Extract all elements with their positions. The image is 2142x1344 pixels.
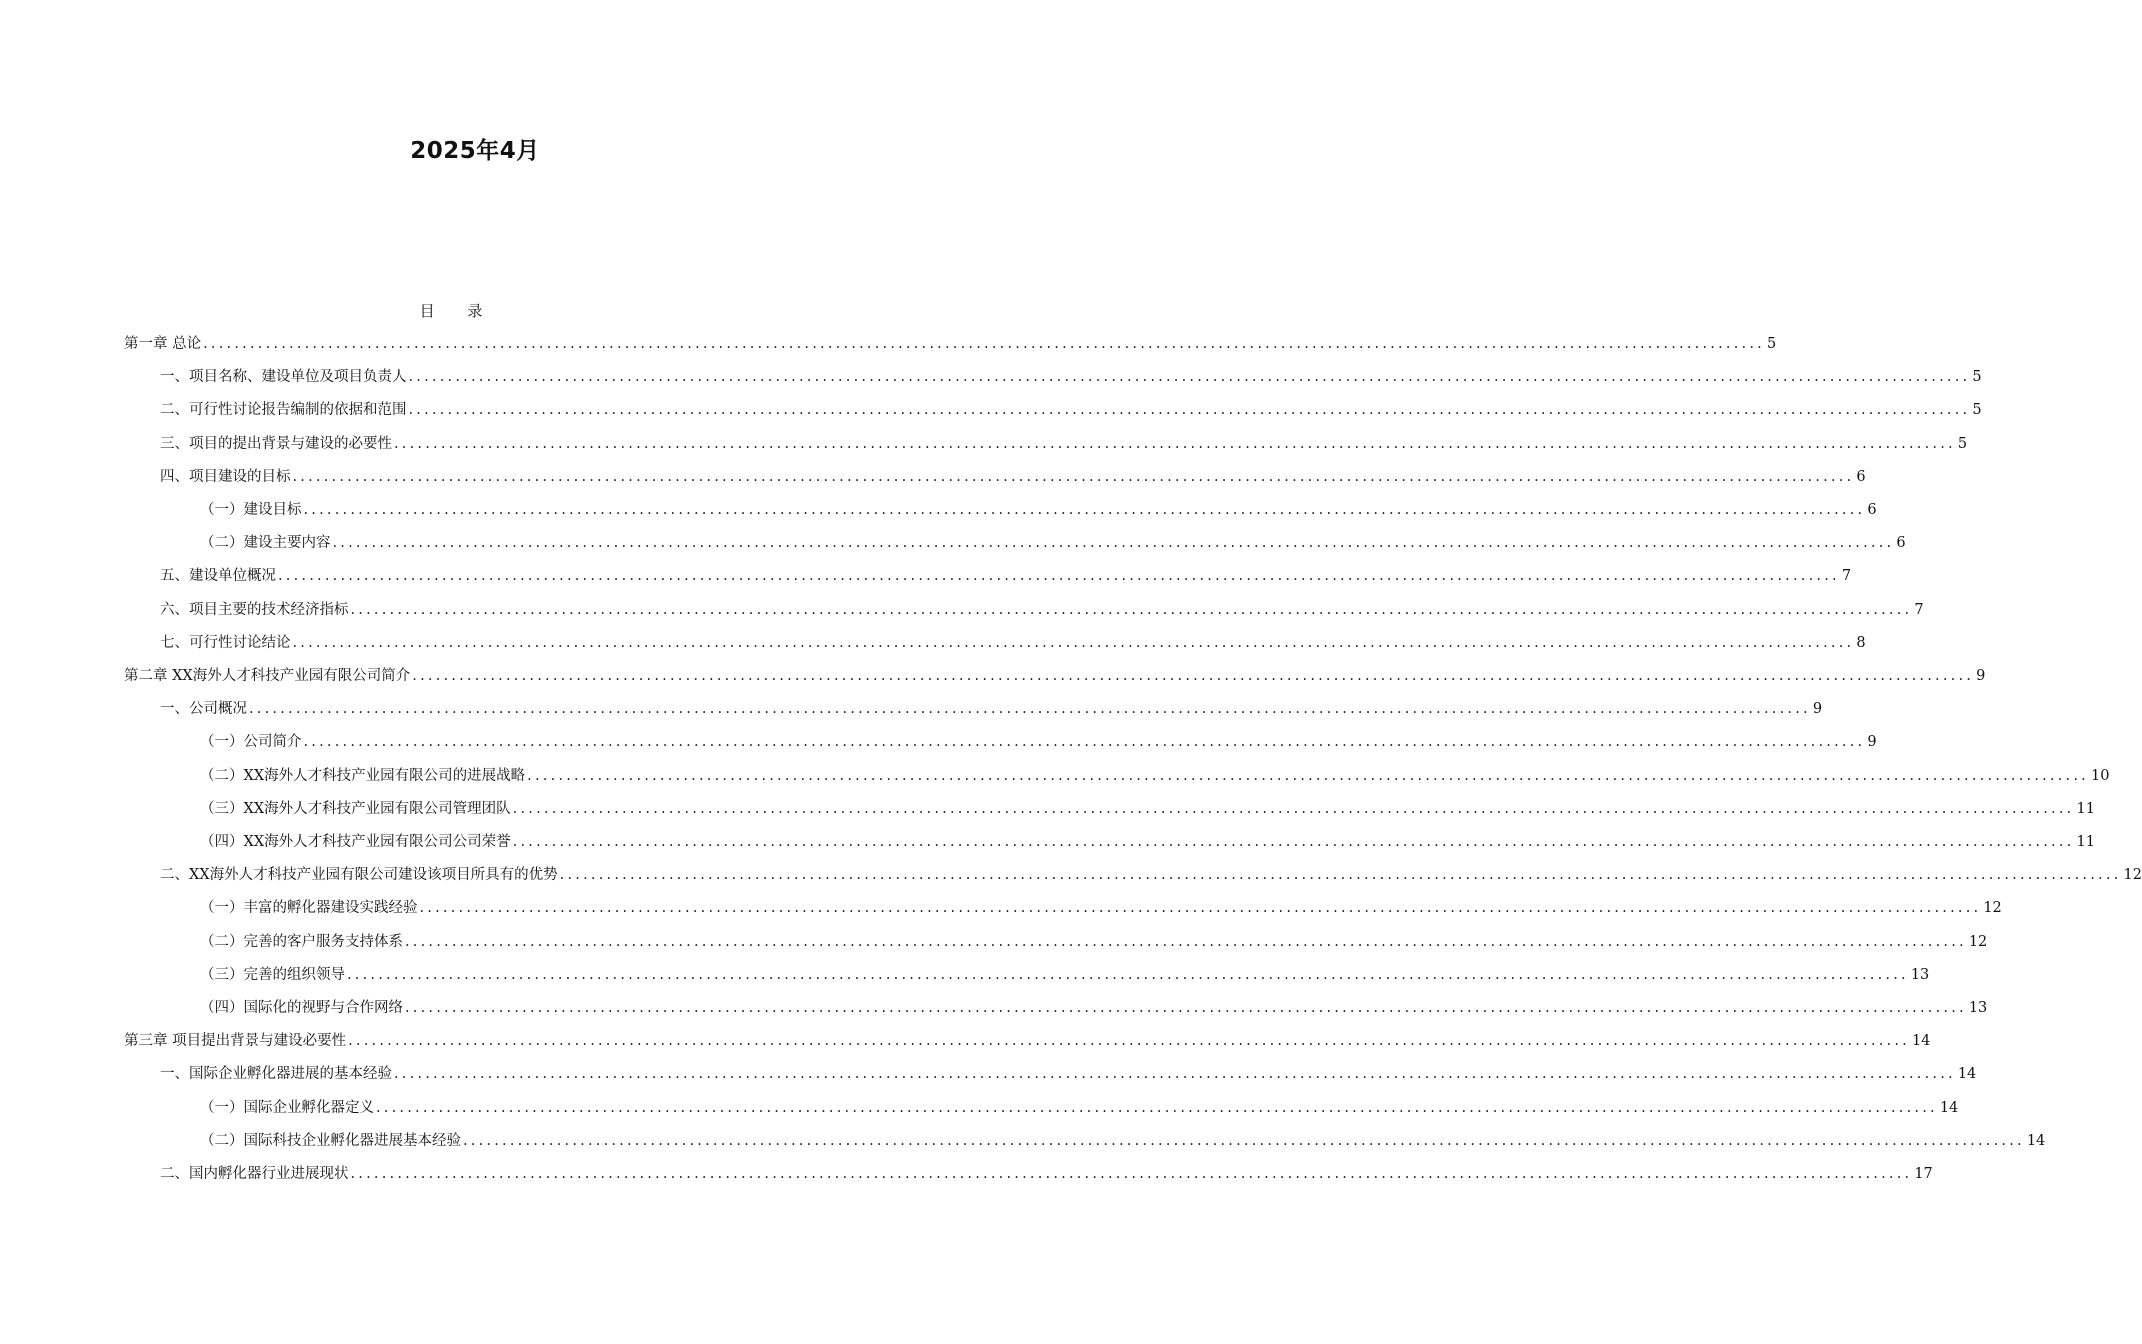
toc-entry[interactable] [124,333,1777,355]
toc-dot-leader: ........................................................................................................................................................................................................ [249,701,1811,718]
toc-entry-title: （三）XX海外人才科技产业园有限公司管理团队 [200,800,511,817]
toc-entry-title: 二、国内孵化器行业进展现状 [160,1166,349,1182]
toc-entry-page-number: 6 [1867,502,1877,518]
toc-entry[interactable] [160,698,1823,720]
toc-entry[interactable] [200,532,1906,554]
toc-entry-page-number: 7 [1914,601,1924,618]
toc-entry-title: （四）国际化的视野与合作网络 [200,1000,403,1016]
toc-entry-title: 第一章 总论 [124,336,202,352]
toc-dot-leader: ........................................................................................................................................................................................................ [512,800,2075,817]
toc-entry[interactable] [200,798,2095,820]
toc-entry-title: （一）公司简介 [200,734,302,751]
toc-dot-leader: ........................................................................................................................................................................................................ [350,1166,1913,1182]
toc-entry-page-number: 5 [1972,402,1982,419]
toc-entry-title: （二）XX海外人才科技产业园有限公司的进展战略 [200,767,526,784]
toc-entry-page-number: 5 [1972,369,1982,386]
toc-entry-page-number: 14 [1939,1099,1959,1116]
toc-entry[interactable] [160,599,1924,621]
toc-entry-title: 第二章 XX海外人才科技产业园有限公司简介 [124,668,411,684]
toc-dot-leader: ........................................................................................................................................................................................................ [348,1033,1910,1050]
toc-dot-leader: ........................................................................................................................................................................................................ [408,402,1971,419]
toc-dot-leader: ........................................................................................................................................................................................................ [394,435,1956,452]
toc-entry[interactable] [160,366,1982,388]
toc-entry-title: （二）建设主要内容 [200,535,331,552]
toc-entry-page-number: 8 [1856,634,1866,651]
toc-dot-leader: ........................................................................................................................................................................................................ [303,502,1866,518]
toc-dot-leader: ........................................................................................................................................................................................................ [405,1000,1967,1016]
toc-entry[interactable] [160,1063,1977,1085]
toc-entry-title: （二）国际科技企业孵化器进展基本经验 [200,1132,461,1149]
toc-dot-leader: ........................................................................................................................................................................................................ [292,634,1855,651]
toc-entry-page-number: 7 [1841,568,1852,585]
toc-entry-title: 七、可行性讨论结论 [160,634,291,651]
toc-entry-page-number: 13 [1968,1000,1988,1016]
toc-entry-title: 四、项目建设的目标 [160,468,291,485]
toc-entry[interactable] [200,1097,1959,1119]
toc-entry-title: 一、国际企业孵化器进展的基本经验 [160,1066,392,1083]
toc-dot-leader: ........................................................................................................................................................................................................ [527,767,2089,784]
toc-entry-title: 三、项目的提出背景与建设的必要性 [160,435,392,452]
toc-entry-title: （三）完善的组织领导 [200,966,345,983]
toc-dot-leader: ........................................................................................................................................................................................................ [347,966,1909,983]
toc-entry-title: 二、XX海外人才科技产业园有限公司建设该项目所具有的优势 [160,867,558,884]
toc-entry-page-number: 13 [1910,966,1930,983]
toc-entry[interactable] [200,831,2095,853]
toc-entry-title: （一）建设目标 [200,502,302,518]
toc-dot-leader: ........................................................................................................................................................................................................ [292,468,1855,485]
toc-entry-page-number: 9 [1812,701,1823,718]
toc-entry-page-number: 12 [2123,867,2142,884]
toc-dot-leader: ........................................................................................................................................................................................................ [394,1066,1956,1083]
toc-dot-leader: ........................................................................................................................................................................................................ [303,734,1866,751]
document-date: 2025年4月 [410,138,540,164]
toc-entry-page-number: 14 [1957,1066,1977,1083]
toc-entry[interactable] [160,399,1982,421]
toc-dot-leader: ........................................................................................................................................................................................................ [405,933,1967,950]
toc-entry[interactable] [200,1130,2046,1152]
toc-entry[interactable] [200,499,1877,521]
toc-entry-page-number: 11 [2076,800,2095,817]
toc-entry-title: （四）XX海外人才科技产业园有限公司公司荣誉 [200,834,511,850]
toc-entry[interactable] [200,997,1988,1019]
toc-entry-page-number: 14 [2026,1132,2046,1149]
toc-entry[interactable] [200,931,1988,953]
toc-entry-page-number: 17 [1914,1166,1933,1182]
toc-entry-title: 二、可行性讨论报告编制的依据和范围 [160,402,407,419]
toc-entry-title: 六、项目主要的技术经济指标 [160,601,349,618]
toc-entry-page-number: 6 [1856,468,1866,485]
toc-entry[interactable] [200,731,1877,753]
toc-entry[interactable] [200,964,1930,986]
toc-entry-page-number: 6 [1896,535,1906,552]
toc-entry[interactable] [124,1030,1931,1052]
toc-entry-title: 一、公司概况 [160,701,247,718]
toc-entry[interactable] [160,565,1852,587]
toc-entry[interactable] [160,466,1866,488]
toc-entry[interactable] [160,864,2142,886]
toc-dot-leader: ........................................................................................................................................................................................................ [332,535,1895,552]
toc-dot-leader: ........................................................................................................................................................................................................ [463,1132,2025,1149]
toc-entry-page-number: 9 [1976,668,1986,684]
toc-entry-page-number: 12 [1983,900,2002,917]
toc-entry-page-number: 5 [1766,336,1777,352]
toc-entry[interactable] [200,765,2110,787]
toc-dot-leader: ........................................................................................................................................................................................................ [419,900,1982,917]
toc-entry-page-number: 10 [2090,767,2110,784]
toc-dot-leader: ........................................................................................................................................................................................................ [412,668,1975,684]
toc-entry-title: （一）丰富的孵化器建设实践经验 [200,900,418,917]
toc-entry-title: 第三章 项目提出背景与建设必要性 [124,1033,347,1050]
toc-entry-title: 五、建设单位概况 [160,568,276,585]
toc-dot-leader: ........................................................................................................................................................................................................ [350,601,1913,618]
toc-entry-title: 一、项目名称、建设单位及项目负责人 [160,369,407,386]
toc-dot-leader: ........................................................................................................................................................................................................ [408,369,1971,386]
toc-dot-leader: ........................................................................................................................................................................................................ [278,568,1840,585]
toc-entry[interactable] [160,632,1866,654]
toc-entry-page-number: 5 [1957,435,1968,452]
toc-dot-leader: ........................................................................................................................................................................................................ [376,1099,1938,1116]
toc-entry-page-number: 9 [1867,734,1877,751]
toc-entry-page-number: 12 [1968,933,1988,950]
toc-dot-leader: ........................................................................................................................................................................................................ [559,867,2122,884]
toc-entry[interactable] [160,1163,1933,1185]
toc-entry[interactable] [200,897,2002,919]
toc-dot-leader: ........................................................................................................................................................................................................ [203,336,1765,352]
toc-heading: 目 录 [419,302,497,320]
toc-dot-leader: ........................................................................................................................................................................................................ [512,834,2075,850]
toc-entry[interactable] [124,665,1986,687]
toc-entry-page-number: 14 [1911,1033,1931,1050]
toc-entry-page-number: 11 [2076,834,2095,850]
toc-entry[interactable] [160,433,1968,455]
toc-entry-title: （二）完善的客户服务支持体系 [200,933,403,950]
toc-entry-title: （一）国际企业孵化器定义 [200,1099,374,1116]
